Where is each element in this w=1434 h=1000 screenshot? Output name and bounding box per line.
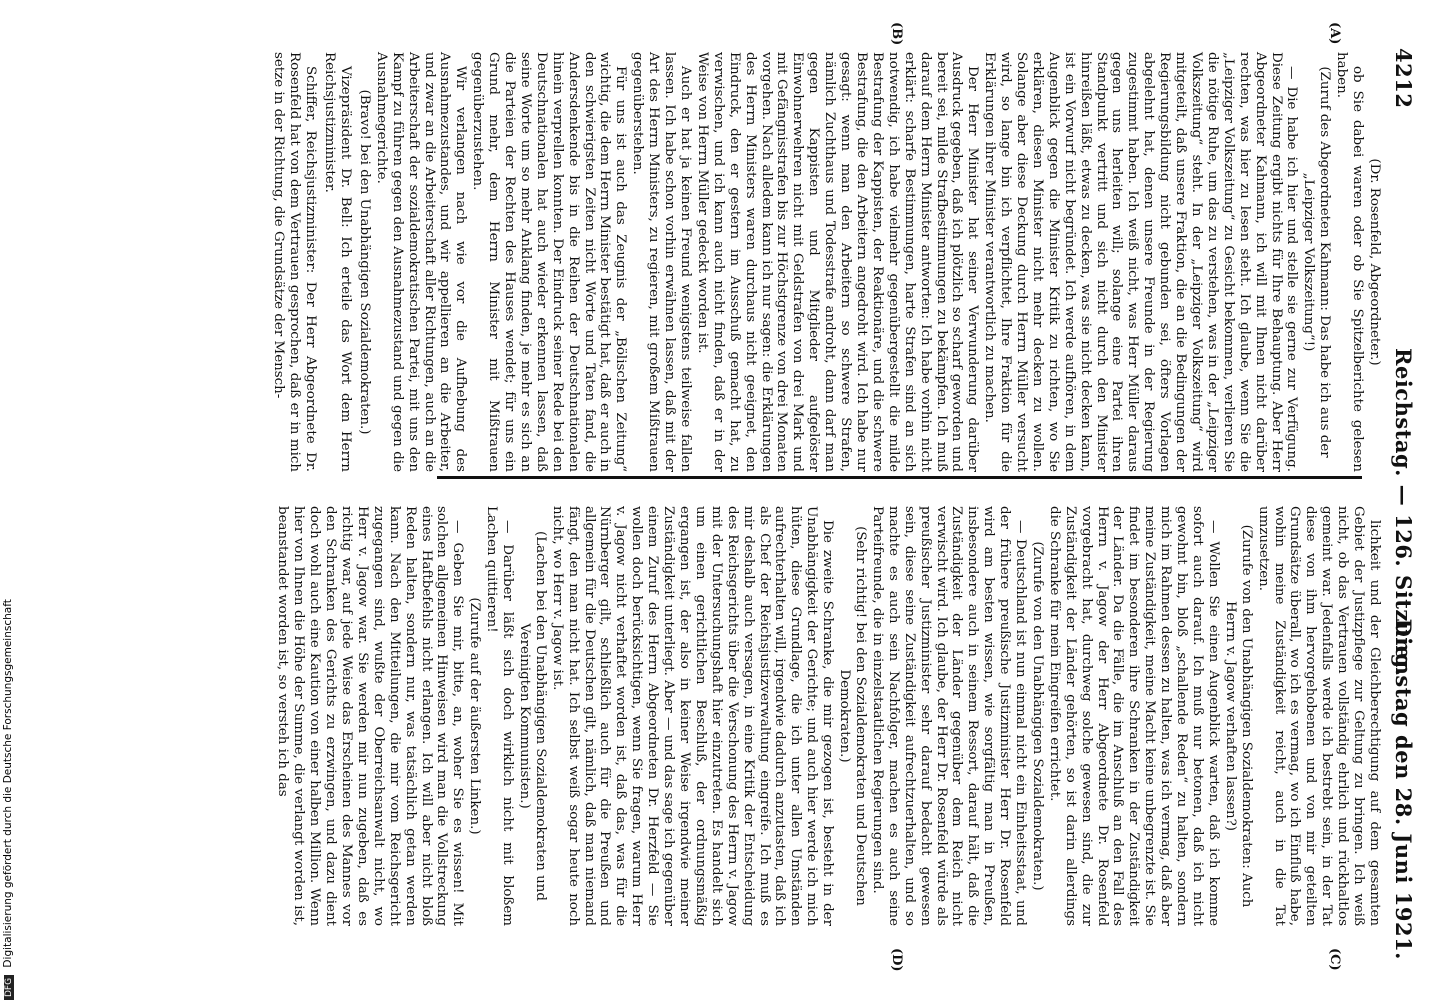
funding-note: Digitalisierung gefördert durch die Deutsche Forschungsgemeinschaft [2,599,14,968]
paragraph: — Die habe ich hier und stelle sie gerne zur Verfügung. Diese Zeitung ergibt nichts für Ihre Behauptung. Aber Herr Abgeordneter Kahmann, ich will mit Ihnen nicht darüber rechten, was hier zu lesen steht. Ich glaube, wenn Sie die „Leipziger Volkszeitung“ zu Gesicht bekommen, verlieren Sie die nötige Ruhe, um das zu verstehen, was in der „Leipziger Volkszeitung“ steht. In der „Leipziger Volkszeitung“ wird mitgeteilt, daß unsere Fraktion, die an die Bedingungen der Regierungsbildung nicht gebunden sei, öfters Vorlagen abgelehnt hat, denen unsere Freunde in der Regierung zugestimmt haben. Ich weiß nicht, was Herr Müller daraus gegen uns herleiten will; solange eine Partei ihren Standpunkt vertritt und sich nicht durch den Minister hinreißen läßt, etwas zu decken, was sie nicht decken kann, ist ein Vorwurf nicht begründet. Ich werde aufhören, in dem Augenblick gegen die Minister Kritik zu richten, wo Sie erklären, diesen Minister nicht mehr decken zu wollen. Solange aber diese Deckung durch Herrn Müller versucht wird, so lange bin ich verpflichtet, Ihre Fraktion für die Erklärungen ihrer Minister verantwortlich zu machen. [982,52,1300,472]
session-date: Dienstag den 28. Juni 1921. [1391,618,1416,960]
column-divider [437,476,1362,479]
paragraph: — Geben Sie mir, bitte, an, woher Sie es wissen! Mit solchen allgemeinen Hinweisen wird man die Vollstreckung eines Haftbefehls nicht erlangen. Ich will aber nicht bloß Reden halten, sondern nur, was tatsächlich getan werden kann. Nach den Mitteilungen, die mir vom Reichsgericht zugegangen sind, wußte der Oberreichsanwalt nicht, wo Herr v. Jagow war. Sie werden mir nun zugeben, daß es richtig war, auf jede Weise das Erscheinen des Mannes vor den Schranken des Gerichts zu erzwingen, und dazu dient doch wohl auch eine Kaution von einer halben Million. Wenn hier von Ihnen die Höhe der Summe, die verlangt worden ist, beanstandet worden ist, so versteh ich das [275,506,466,926]
paragraph: — Wollen Sie einen Augenblick warten, daß ich komme sofort auch darauf. Ich muß nur betonen, daß ich nicht gewohnt bin, bloß „schallende Reden“ zu halten, sondern mich im Rahmen dessen zu halten, was ich vermag, daß aber meine Zuständigkeit, meine Macht keine unbegrenzte ist. Sie findet im besonderen ihre Schranken in der Zuständigkeit der Länder. Da die Fälle, die im Anschluß an den Fall des Herrn v. Jagow der Herr Abgeordnete Dr. Rosenfeld vorgebracht hat, durchweg solche gewesen sind, die zur Zuständigkeit der Länder gehörten, so ist darin allerdings die Schranke für mein Eingreifen errichtet. [1046,506,1221,926]
session-title: Reichstag. — 126. Sitzung. [1391,348,1416,677]
paragraph: lichkeit und der Gleichberechtigung auf dem gesamten Gebiet der Justizpflege zur Geltung zu bringen. Ich weiß nicht, ob das Vertrauen vollständig ehrlich und rückhaltlos gemeint war. Jedenfalls werde ich bestrebt sein, in der Tat diese von ihm hervorgehobenen und von mir geteilten Grundsätze überall, wo ich es vermag, wo ich Einfluß habe, wohin meine Zuständigkeit reicht, auch in die Tat umzusetzen. [1255,506,1382,926]
interjection: (Zurufe auf der äußersten Linken.) [467,597,483,835]
paragraph: Wir verlangen nach wie vor die Aufhebung des Ausnahmezustandes, und wir appellieren an die Arbeiter, und zwar an die Arbeiterschaft aller Richtungen, auch an die Arbeiterschaft der sozialdemokratischen Partei, mit uns den Kampf zu führen gegen den Ausnahmezustand und gegen die Ausnahmegerichte. [373,52,469,472]
interjection: (Lachen bei den Unabhängigen Sozialdemokraten und Vereinigten Kommunisten.) [516,531,548,901]
paragraph: Auch er hat ja keinen Freund wenigstens teilweise fallen lassen. Ich habe schon vorhin erwähnen lassen, daß mit der Art des Herrn Ministers, zu regieren, mit großem Mißtrauen gegenüberstehen. [630,52,694,472]
margin-marker-a: (A) [1327,22,1342,45]
interjection: (Bravo! bei den Unabhängigen Sozialdemokraten.) [356,89,372,435]
paragraph: ob Sie dabei waren oder ob Sie Spitzelberichte gelesen haben. [1334,52,1366,472]
paragraph: — Deutschland ist nun einmal nicht ein Einheitsstaat, und der frühere preußische Justizminister Herr Dr. Rosenfeld wird am besten wissen, wie sorgfältig man in Preußen, insbesondere auch in seinem Ressort, darauf hält, daß die Zuständigkeit der Länder gegenüber dem Reich nicht verwischt wird. Ich glaube, der Herr Dr. Rosenfeld würde als preußischer Justizminister sehr darauf bedacht gewesen sein, diese seine Zuständigkeit aufrechtzuerhalten, und so machte es auch sein Nachfolger, machen es auch seine Parteifreunde, die in einzelstaatlichen Regierungen sind. [869,506,1029,926]
margin-marker-c: (C) [1327,948,1342,971]
paragraph: Vizepräsident Dr. Bell: Ich erteile das Wort dem Herrn Reichsjustizminister. [322,52,353,472]
page-number: 4212 [1391,48,1416,109]
interjection: (Zurufe von den Unabhängigen Sozialdemokraten: Auch Herrn v. Jagow verhaften lassen?) [1222,524,1254,908]
right-column [275,506,1382,926]
paragraph: Für uns ist auch das Zeugnis der „Bölischen Zeitung“ wichtig, die dem Herrn Minister bestätigt hat, daß er auch in den schwierigsten Zeiten nicht Worte und Taten fand, die Andersdenkende bis in die Reihen der Deutschnationalen hinein verprellen konnten. Der Eindruck seiner Rede bei den Deutschnationalen hat auch wieder erkennen lassen, daß seine Worte um so mehr Anklang finden, je mehr es sich an die Parteien der Rechten des Hauses wendet; für uns ein Grund mehr, dem Herrn Minister mit Mißtrauen gegenüberzustehen. [470,52,629,472]
dfg-logo: DFG [4,975,14,1000]
interjection: (Zuruf des Abgeordneten Kahmann: Das habe ich aus der „Leipziger Volkszeitung“!) [1301,66,1333,458]
speaker-line: (Dr. Rosenfeld, Abgeordneter.) [1367,158,1382,366]
paragraph: Schiffer, Reichsjustizminister: Der Herr Abgeordnete Dr. Rosenfeld hat von dem Vertrauen gesprochen, daß er in mich setze in der Richtung, die Grundsätze der Mensch- [271,52,319,472]
left-column [271,52,1382,472]
paragraph: — Darüber läßt sich doch wirklich nicht mit bloßem Lachen quittieren! [484,506,516,926]
interjection: (Zurufe von den Unabhängigen Sozialdemokraten.) [1029,541,1045,891]
margin-marker-b: (B) [889,22,904,46]
page-header [1384,48,1422,960]
footer-strip [2,0,16,1000]
paragraph: Der Herr Minister hat seiner Verwunderung darüber Ausdruck gegeben, daß ich plötzlich so scharf geworden und bereit sei, milde Strafbestimmungen zu bekämpfen. Ich muß darauf dem Herrn Minister antworten: Ich habe vorhin nicht erklärt: scharfe Bestimmungen, harte Strafen sind an sich notwendig, ich habe vielmehr gegenübergestellt die milde Bestrafung der Kappisten, der Reaktionäre, und die schwere Bestrafung, die den Arbeitern angedroht wird. Ich habe nur gesagt: wenn man den Arbeitern so schwere Strafen, nämlich Zuchthaus und Todesstrafe androht, dann darf man gegen Kappisten und Mitglieder aufgelöster Einwohnerwehren nicht mit Geldstrafen von drei Mark und mit Gefängnisstrafen bis zur Höchstgrenze von drei Monaten vorgehen. Nach alledem kann ich nur sagen: die Erklärungen des Herrn Ministers waren durchaus nicht geeignet, den Eindruck, den er gestern im Ausschuß gemacht hat, zu verwischen, und ich kann auch nicht finden, daß er in der Weise von Herrn Müller gedeckt worden ist. [694,52,981,472]
interjection: (Sehr richtig! bei den Sozialdemokraten und Deutschen Demokraten.) [837,526,868,906]
paragraph: Die zweite Schranke, die mir gezogen ist, besteht in der Unabhängigkeit der Gerichte; und auch hier werde ich mich hüten, diese Grundlage, die ich unter allen Umständen aufrechterhalten will, irgendwie dadurch anzutasten, daß ich als Chef der Reichsjustizverwaltung eingreife. Ich muß es mir deshalb auch versagen, in eine Kritik der Entscheidung des Reichsgerichts über die Verschonung des Herrn v. Jagow mit der Untersuchungshaft hier einzutreten. Es handelt sich um einen gerichtlichen Beschluß, der ordnungsmäßig ergangen ist, der also in keiner Weise irgendwie meiner Zuständigkeit unterliegt. Aber — und das sage ich gegenüber einem Zuruf des Herrn Abgeordneten Dr. Herzfeld — Sie wollen doch berücksichtigen, wenn Sie fragen, warum Herr v. Jagow nicht verhaftet worden ist, daß das, was für die Nürnberger gilt, schließlich auch für die Preußen und allgemein für die Deutschen gilt, nämlich, daß man niemand fängt, den man nicht hat. Ich selbst weiß sogar heute noch nicht, wo Herr v. Jagow ist. [549,506,836,926]
margin-marker-d: (D) [889,948,904,972]
